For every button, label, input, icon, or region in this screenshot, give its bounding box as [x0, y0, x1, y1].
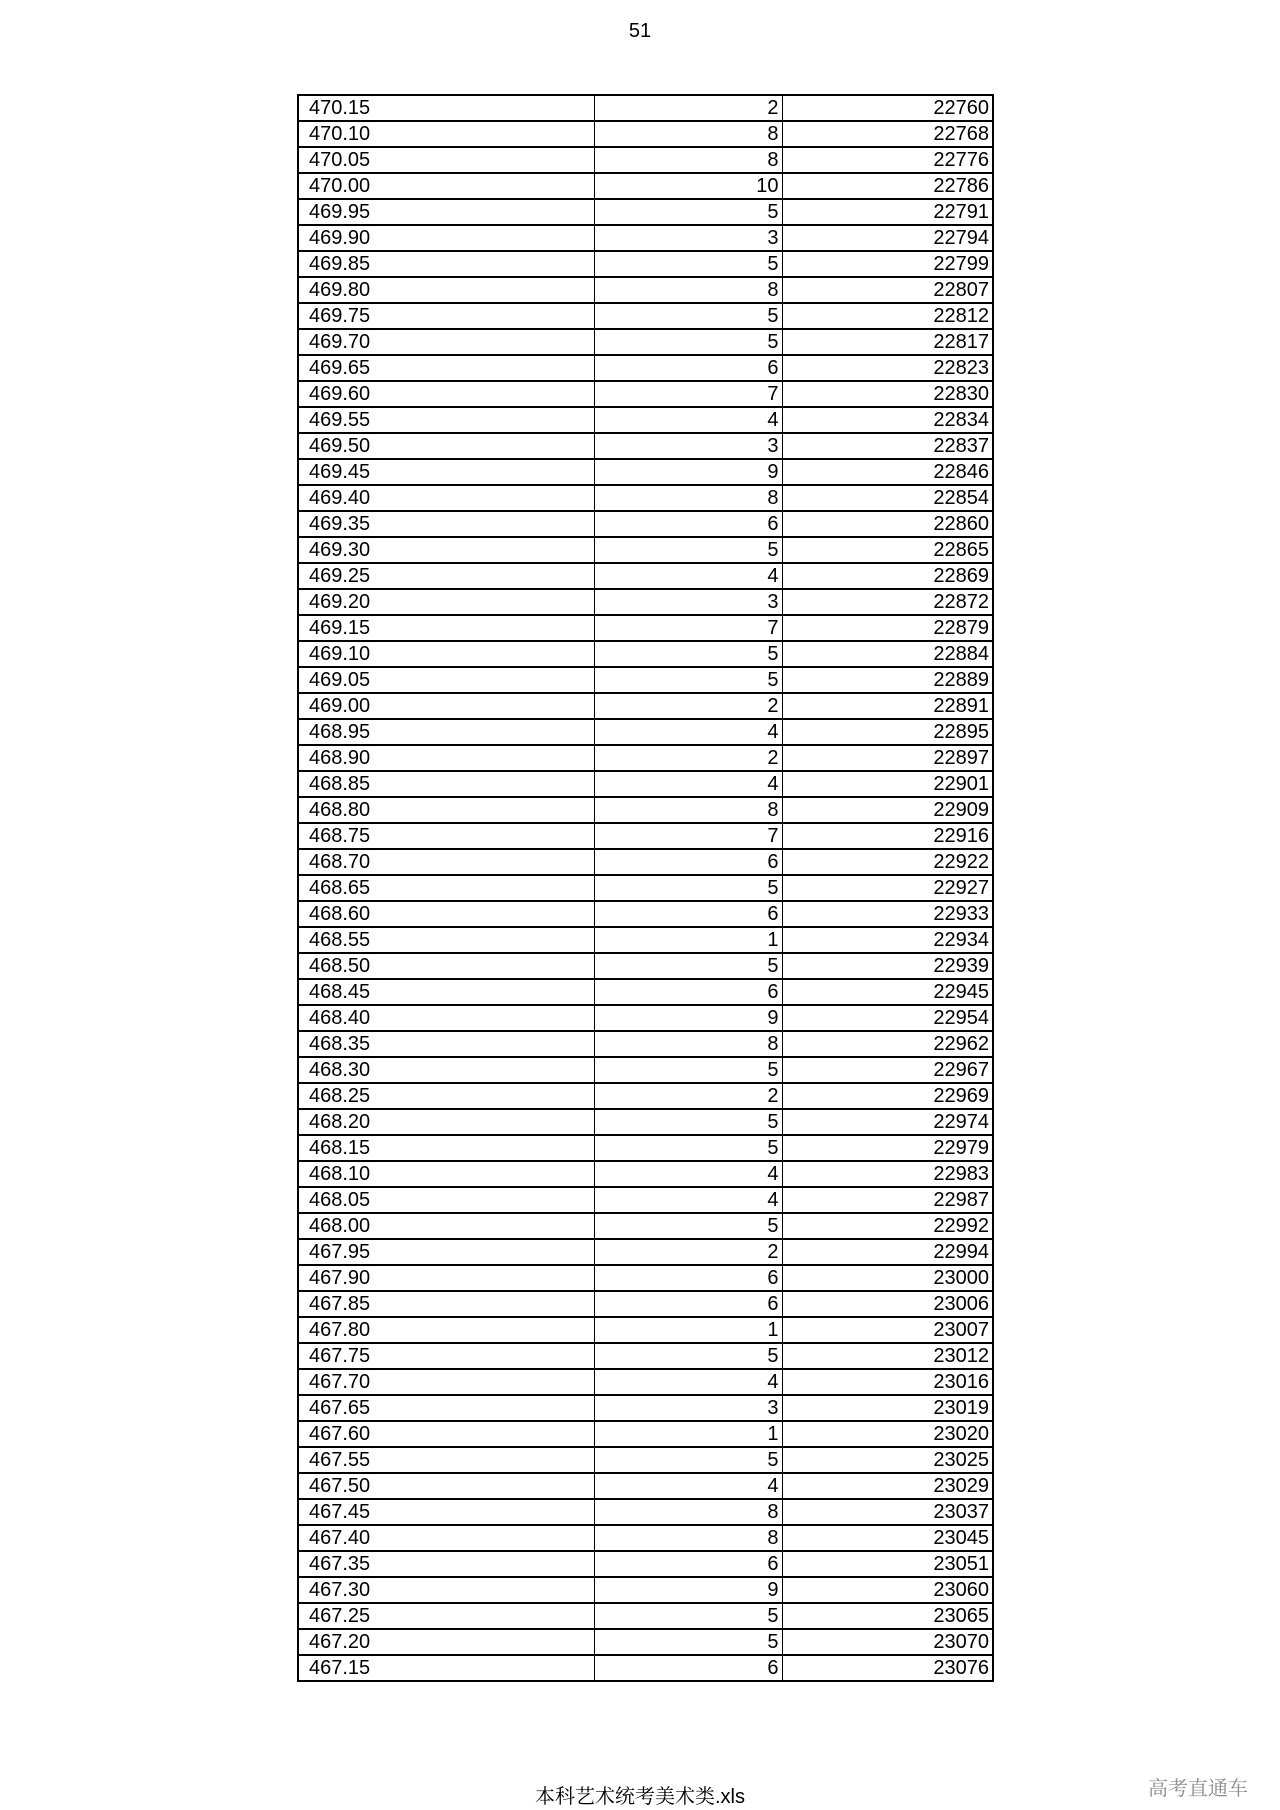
score-table-body: [298, 95, 993, 1681]
score-cell: 468.60: [298, 901, 594, 927]
count-cell: 5: [594, 303, 782, 329]
count-cell: 2: [594, 745, 782, 771]
score-cell: 468.50: [298, 953, 594, 979]
table-row: [298, 303, 993, 329]
count-cell: 7: [594, 381, 782, 407]
cumulative-cell: 23006: [782, 1291, 993, 1317]
table-row: [298, 251, 993, 277]
table-row: [298, 1005, 993, 1031]
score-cell: 468.65: [298, 875, 594, 901]
score-cell: 470.05: [298, 147, 594, 173]
table-row: [298, 563, 993, 589]
cumulative-cell: 22768: [782, 121, 993, 147]
cumulative-cell: 22979: [782, 1135, 993, 1161]
cumulative-cell: 23076: [782, 1655, 993, 1681]
table-row: [298, 355, 993, 381]
table-row: [298, 1421, 993, 1447]
score-cell: 469.70: [298, 329, 594, 355]
score-cell: 467.80: [298, 1317, 594, 1343]
count-cell: 1: [594, 1421, 782, 1447]
table-row: [298, 407, 993, 433]
count-cell: 8: [594, 797, 782, 823]
count-cell: 7: [594, 615, 782, 641]
score-cell: 469.80: [298, 277, 594, 303]
table-row: [298, 173, 993, 199]
score-cell: 468.35: [298, 1031, 594, 1057]
table-row: [298, 225, 993, 251]
table-row: [298, 745, 993, 771]
table-row: [298, 1499, 993, 1525]
cumulative-cell: 22954: [782, 1005, 993, 1031]
table-row: [298, 693, 993, 719]
table-row: [298, 979, 993, 1005]
score-cell: 469.15: [298, 615, 594, 641]
cumulative-cell: 22799: [782, 251, 993, 277]
table-row: [298, 1473, 993, 1499]
count-cell: 2: [594, 1239, 782, 1265]
table-row: [298, 537, 993, 563]
table-row: [298, 1109, 993, 1135]
count-cell: 4: [594, 771, 782, 797]
watermark-text: 高考直通车: [1148, 1778, 1248, 1800]
cumulative-cell: 23012: [782, 1343, 993, 1369]
table-row: [298, 1161, 993, 1187]
table-row: [298, 1395, 993, 1421]
score-cell: 467.45: [298, 1499, 594, 1525]
cumulative-cell: 23007: [782, 1317, 993, 1343]
cumulative-cell: 22967: [782, 1057, 993, 1083]
score-cell: 467.55: [298, 1447, 594, 1473]
cumulative-cell: 23029: [782, 1473, 993, 1499]
count-cell: 8: [594, 1525, 782, 1551]
count-cell: 3: [594, 433, 782, 459]
cumulative-cell: 23051: [782, 1551, 993, 1577]
cumulative-cell: 22945: [782, 979, 993, 1005]
cumulative-cell: 22897: [782, 745, 993, 771]
count-cell: 1: [594, 927, 782, 953]
table-row: [298, 329, 993, 355]
cumulative-cell: 22916: [782, 823, 993, 849]
table-row: [298, 1655, 993, 1681]
score-cell: 467.35: [298, 1551, 594, 1577]
count-cell: 6: [594, 511, 782, 537]
score-cell: 469.10: [298, 641, 594, 667]
count-cell: 9: [594, 1577, 782, 1603]
count-cell: 4: [594, 719, 782, 745]
count-cell: 5: [594, 1057, 782, 1083]
score-cell: 469.00: [298, 693, 594, 719]
score-cell: 468.10: [298, 1161, 594, 1187]
score-cell: 468.15: [298, 1135, 594, 1161]
table-row: [298, 1239, 993, 1265]
score-cell: 468.75: [298, 823, 594, 849]
score-cell: 467.30: [298, 1577, 594, 1603]
cumulative-cell: 23025: [782, 1447, 993, 1473]
cumulative-cell: 22994: [782, 1239, 993, 1265]
table-row: [298, 1031, 993, 1057]
cumulative-cell: 22834: [782, 407, 993, 433]
table-row: [298, 1213, 993, 1239]
count-cell: 2: [594, 693, 782, 719]
score-cell: 469.05: [298, 667, 594, 693]
score-cell: 469.85: [298, 251, 594, 277]
table-row: [298, 1551, 993, 1577]
count-cell: 8: [594, 277, 782, 303]
cumulative-cell: 22854: [782, 485, 993, 511]
cumulative-cell: 22794: [782, 225, 993, 251]
cumulative-cell: 22962: [782, 1031, 993, 1057]
score-cell: 468.90: [298, 745, 594, 771]
table-row: [298, 121, 993, 147]
score-cell: 467.50: [298, 1473, 594, 1499]
cumulative-cell: 22817: [782, 329, 993, 355]
score-cell: 468.20: [298, 1109, 594, 1135]
table-row: [298, 1603, 993, 1629]
count-cell: 6: [594, 1551, 782, 1577]
score-cell: 467.85: [298, 1291, 594, 1317]
count-cell: 5: [594, 667, 782, 693]
table-row: [298, 1057, 993, 1083]
table-row: [298, 147, 993, 173]
cumulative-cell: 22983: [782, 1161, 993, 1187]
cumulative-cell: 22987: [782, 1187, 993, 1213]
table-row: [298, 823, 993, 849]
table-row: [298, 433, 993, 459]
count-cell: 5: [594, 641, 782, 667]
count-cell: 5: [594, 329, 782, 355]
cumulative-cell: 22830: [782, 381, 993, 407]
table-row: [298, 485, 993, 511]
count-cell: 5: [594, 1447, 782, 1473]
score-cell: 469.25: [298, 563, 594, 589]
count-cell: 3: [594, 1395, 782, 1421]
cumulative-cell: 22992: [782, 1213, 993, 1239]
footer-filename: 本科艺术统考美术类.xls: [535, 1786, 745, 1808]
table-row: [298, 901, 993, 927]
cumulative-cell: 23070: [782, 1629, 993, 1655]
count-cell: 9: [594, 1005, 782, 1031]
cumulative-cell: 22860: [782, 511, 993, 537]
table-row: [298, 1343, 993, 1369]
count-cell: 8: [594, 1499, 782, 1525]
count-cell: 1: [594, 1317, 782, 1343]
table-row: [298, 381, 993, 407]
cumulative-cell: 22791: [782, 199, 993, 225]
score-cell: 468.00: [298, 1213, 594, 1239]
table-row: [298, 511, 993, 537]
cumulative-cell: 22884: [782, 641, 993, 667]
table-row: [298, 1369, 993, 1395]
score-cell: 469.45: [298, 459, 594, 485]
score-cell: 467.15: [298, 1655, 594, 1681]
count-cell: 4: [594, 1473, 782, 1499]
cumulative-cell: 23000: [782, 1265, 993, 1291]
score-cell: 469.95: [298, 199, 594, 225]
score-cell: 469.35: [298, 511, 594, 537]
cumulative-cell: 22889: [782, 667, 993, 693]
count-cell: 7: [594, 823, 782, 849]
cumulative-cell: 22846: [782, 459, 993, 485]
count-cell: 5: [594, 537, 782, 563]
count-cell: 4: [594, 1187, 782, 1213]
count-cell: 4: [594, 407, 782, 433]
score-cell: 467.70: [298, 1369, 594, 1395]
count-cell: 6: [594, 901, 782, 927]
count-cell: 6: [594, 1291, 782, 1317]
count-cell: 5: [594, 1603, 782, 1629]
cumulative-cell: 22909: [782, 797, 993, 823]
score-cell: 467.25: [298, 1603, 594, 1629]
score-cell: 468.40: [298, 1005, 594, 1031]
score-cell: 469.30: [298, 537, 594, 563]
table-row: [298, 1525, 993, 1551]
score-cell: 469.20: [298, 589, 594, 615]
cumulative-cell: 23060: [782, 1577, 993, 1603]
table-row: [298, 771, 993, 797]
score-cell: 468.45: [298, 979, 594, 1005]
cumulative-cell: 22927: [782, 875, 993, 901]
score-cell: 470.10: [298, 121, 594, 147]
table-row: [298, 95, 993, 121]
cumulative-cell: 22786: [782, 173, 993, 199]
table-row: [298, 1135, 993, 1161]
count-cell: 6: [594, 355, 782, 381]
score-cell: 468.55: [298, 927, 594, 953]
cumulative-cell: 22872: [782, 589, 993, 615]
cumulative-cell: 22776: [782, 147, 993, 173]
score-cell: 469.55: [298, 407, 594, 433]
cumulative-cell: 23019: [782, 1395, 993, 1421]
cumulative-cell: 22922: [782, 849, 993, 875]
table-row: [298, 1317, 993, 1343]
table-row: [298, 719, 993, 745]
table-row: [298, 797, 993, 823]
table-row: [298, 1265, 993, 1291]
cumulative-cell: 22934: [782, 927, 993, 953]
table-row: [298, 1577, 993, 1603]
score-cell: 468.80: [298, 797, 594, 823]
score-cell: 468.95: [298, 719, 594, 745]
count-cell: 5: [594, 1109, 782, 1135]
score-cell: 470.15: [298, 95, 594, 121]
score-cell: 470.00: [298, 173, 594, 199]
score-table-container: [297, 94, 992, 1682]
score-cell: 469.90: [298, 225, 594, 251]
score-cell: 467.65: [298, 1395, 594, 1421]
count-cell: 5: [594, 1213, 782, 1239]
cumulative-cell: 22812: [782, 303, 993, 329]
cumulative-cell: 22823: [782, 355, 993, 381]
count-cell: 5: [594, 199, 782, 225]
table-row: [298, 953, 993, 979]
count-cell: 5: [594, 1343, 782, 1369]
table-row: [298, 1291, 993, 1317]
score-cell: 467.40: [298, 1525, 594, 1551]
score-cell: 467.90: [298, 1265, 594, 1291]
table-row: [298, 927, 993, 953]
cumulative-cell: 22869: [782, 563, 993, 589]
cumulative-cell: 22939: [782, 953, 993, 979]
cumulative-cell: 22807: [782, 277, 993, 303]
count-cell: 5: [594, 953, 782, 979]
cumulative-cell: 22865: [782, 537, 993, 563]
cumulative-cell: 22901: [782, 771, 993, 797]
table-row: [298, 589, 993, 615]
cumulative-cell: 22933: [782, 901, 993, 927]
score-cell: 469.65: [298, 355, 594, 381]
count-cell: 4: [594, 1161, 782, 1187]
score-cell: 467.75: [298, 1343, 594, 1369]
cumulative-cell: 22895: [782, 719, 993, 745]
count-cell: 3: [594, 225, 782, 251]
count-cell: 8: [594, 1031, 782, 1057]
table-row: [298, 277, 993, 303]
table-row: [298, 1083, 993, 1109]
cumulative-cell: 22879: [782, 615, 993, 641]
table-row: [298, 1187, 993, 1213]
count-cell: 6: [594, 849, 782, 875]
score-cell: 468.70: [298, 849, 594, 875]
score-cell: 469.75: [298, 303, 594, 329]
score-table: [297, 94, 994, 1682]
count-cell: 4: [594, 563, 782, 589]
count-cell: 6: [594, 1655, 782, 1681]
cumulative-cell: 22837: [782, 433, 993, 459]
count-cell: 10: [594, 173, 782, 199]
cumulative-cell: 23065: [782, 1603, 993, 1629]
cumulative-cell: 22974: [782, 1109, 993, 1135]
count-cell: 5: [594, 1135, 782, 1161]
table-row: [298, 641, 993, 667]
cumulative-cell: 22891: [782, 693, 993, 719]
count-cell: 2: [594, 1083, 782, 1109]
table-row: [298, 1447, 993, 1473]
table-row: [298, 667, 993, 693]
score-cell: 469.40: [298, 485, 594, 511]
score-cell: 468.85: [298, 771, 594, 797]
page-number: 51: [628, 20, 652, 42]
cumulative-cell: 23037: [782, 1499, 993, 1525]
table-row: [298, 875, 993, 901]
table-row: [298, 849, 993, 875]
cumulative-cell: 23045: [782, 1525, 993, 1551]
score-cell: 468.30: [298, 1057, 594, 1083]
count-cell: 8: [594, 121, 782, 147]
cumulative-cell: 22969: [782, 1083, 993, 1109]
count-cell: 9: [594, 459, 782, 485]
score-cell: 467.95: [298, 1239, 594, 1265]
cumulative-cell: 22760: [782, 95, 993, 121]
count-cell: 8: [594, 147, 782, 173]
count-cell: 8: [594, 485, 782, 511]
cumulative-cell: 23016: [782, 1369, 993, 1395]
count-cell: 2: [594, 95, 782, 121]
table-row: [298, 199, 993, 225]
score-cell: 468.05: [298, 1187, 594, 1213]
score-cell: 467.20: [298, 1629, 594, 1655]
count-cell: 3: [594, 589, 782, 615]
table-row: [298, 459, 993, 485]
table-row: [298, 1629, 993, 1655]
count-cell: 5: [594, 875, 782, 901]
count-cell: 6: [594, 979, 782, 1005]
count-cell: 6: [594, 1265, 782, 1291]
cumulative-cell: 23020: [782, 1421, 993, 1447]
count-cell: 5: [594, 251, 782, 277]
table-row: [298, 615, 993, 641]
score-cell: 468.25: [298, 1083, 594, 1109]
count-cell: 5: [594, 1629, 782, 1655]
score-cell: 467.60: [298, 1421, 594, 1447]
count-cell: 4: [594, 1369, 782, 1395]
score-cell: 469.60: [298, 381, 594, 407]
score-cell: 469.50: [298, 433, 594, 459]
